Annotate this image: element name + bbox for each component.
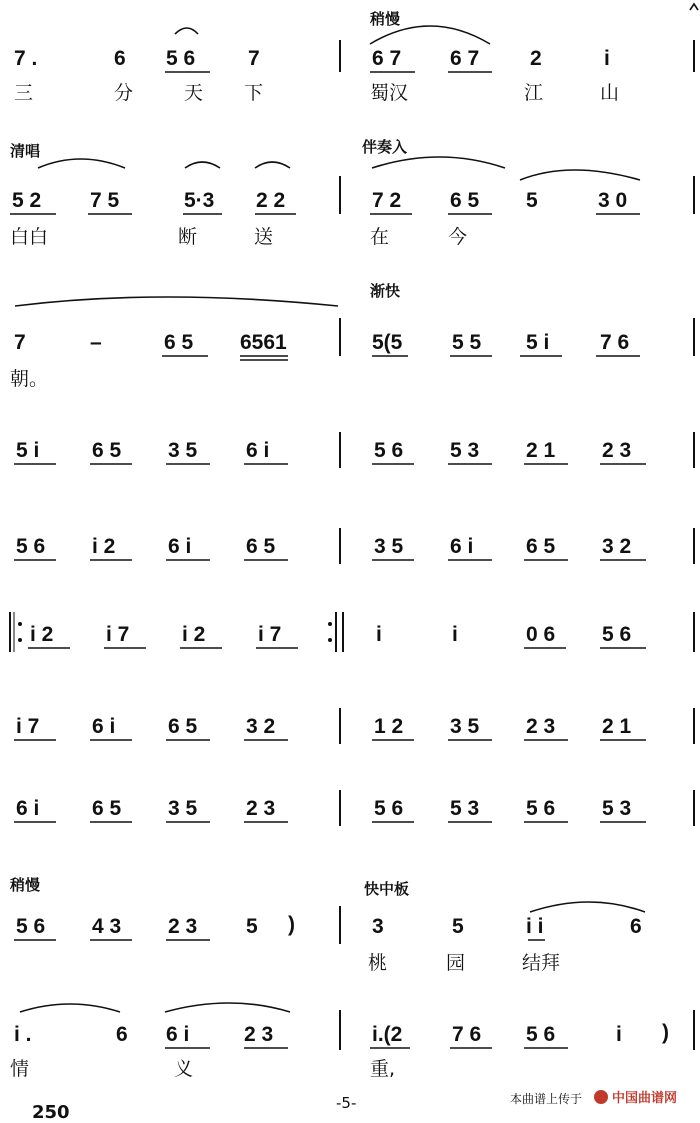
- note: i .: [14, 1023, 32, 1046]
- note: 7 6: [600, 331, 630, 354]
- note: ): [662, 1021, 669, 1044]
- note: 3 5: [374, 535, 404, 558]
- note: 3 5: [168, 439, 198, 462]
- note: 6 i: [168, 535, 192, 558]
- note: 2 3: [246, 797, 276, 820]
- note: 5 3: [450, 797, 480, 820]
- note: 5·3: [184, 189, 215, 212]
- tempo-mark: 清唱: [10, 142, 41, 160]
- note: i 7: [106, 623, 130, 646]
- lyric: 下: [244, 82, 264, 104]
- tempo-mark: 稍慢: [370, 10, 401, 28]
- note: 6 i: [246, 439, 270, 462]
- lyric: 白白: [10, 226, 49, 248]
- page-fragment: 250: [32, 1102, 70, 1123]
- lyric: 送: [254, 226, 274, 248]
- note: 4 3: [92, 915, 122, 938]
- note: i i: [526, 915, 544, 938]
- note: 2 2: [256, 189, 286, 212]
- note: 5(5: [372, 331, 403, 354]
- note: 6 i: [450, 535, 474, 558]
- note: 5 3: [602, 797, 632, 820]
- tempo-mark: 稍慢: [10, 876, 41, 894]
- note: i 7: [16, 715, 40, 738]
- note: 5 6: [374, 439, 404, 462]
- lyric: 朝。: [10, 368, 49, 390]
- note: 6: [630, 915, 642, 938]
- note: 0 6: [526, 623, 556, 646]
- tempo-mark: 渐快: [370, 282, 401, 300]
- note: 2: [530, 47, 542, 70]
- note: 6 5: [450, 189, 480, 212]
- note: 6 i: [166, 1023, 190, 1046]
- note: 6 5: [526, 535, 556, 558]
- note: 3 0: [598, 189, 628, 212]
- note: 6: [116, 1023, 128, 1046]
- note: 6 7: [372, 47, 402, 70]
- note: i.(2: [372, 1023, 403, 1046]
- note: 6 5: [92, 797, 122, 820]
- lyric: 天: [184, 82, 204, 104]
- note: 2 3: [526, 715, 556, 738]
- tempo-mark: 快中板: [364, 880, 410, 898]
- note: 3 2: [246, 715, 276, 738]
- lyric: 三: [14, 82, 34, 104]
- note: 5 6: [16, 535, 46, 558]
- note: 5 3: [450, 439, 480, 462]
- note: 7 6: [452, 1023, 482, 1046]
- lyric: 山: [600, 82, 620, 104]
- note: –: [90, 331, 102, 354]
- note: 7 .: [14, 47, 38, 70]
- note: 5 i: [526, 331, 550, 354]
- lyric: 今: [448, 226, 468, 248]
- lyric: 义: [174, 1058, 194, 1080]
- note: 5 6: [374, 797, 404, 820]
- note: 6: [114, 47, 126, 70]
- note: 6 5: [164, 331, 194, 354]
- note: 6 5: [168, 715, 198, 738]
- note: 7 2: [372, 189, 402, 212]
- note: 2 1: [526, 439, 556, 462]
- lyric: 重,: [370, 1058, 396, 1080]
- note: 5 6: [16, 915, 46, 938]
- lyric: 分: [114, 82, 134, 104]
- note: 3 2: [602, 535, 632, 558]
- note: i: [604, 47, 610, 70]
- site-logo[interactable]: 中国曲谱网: [612, 1091, 678, 1106]
- note: 5: [452, 915, 464, 938]
- note: i 2: [30, 623, 54, 646]
- note: i 7: [258, 623, 282, 646]
- note: 5: [246, 915, 258, 938]
- note: 2 3: [244, 1023, 274, 1046]
- note: 6 5: [246, 535, 276, 558]
- note: 6 i: [92, 715, 116, 738]
- lyric: 江: [524, 82, 544, 104]
- lyric: 结拜: [522, 952, 561, 974]
- lyric: 园: [446, 952, 466, 974]
- note: 6 7: [450, 47, 480, 70]
- note: 5 6: [526, 1023, 556, 1046]
- note: 3 5: [168, 797, 198, 820]
- note: i: [376, 623, 382, 646]
- lyric: 桃: [368, 952, 388, 974]
- note: i: [616, 1023, 622, 1046]
- note: 2 3: [602, 439, 632, 462]
- site-logo-icon: [594, 1090, 608, 1104]
- note: i 2: [182, 623, 206, 646]
- note: i 2: [92, 535, 116, 558]
- note: 5 6: [602, 623, 632, 646]
- note: 3 5: [450, 715, 480, 738]
- note: 3: [372, 915, 384, 938]
- note: 7 5: [90, 189, 120, 212]
- note: i: [452, 623, 458, 646]
- note: 5 6: [166, 47, 196, 70]
- note: 7: [14, 331, 26, 354]
- note: 7: [248, 47, 260, 70]
- upload-note: 本曲谱上传于: [510, 1092, 583, 1106]
- note: 5 5: [452, 331, 482, 354]
- lyric: 断: [178, 226, 198, 248]
- note: 1 2: [374, 715, 404, 738]
- note: 6561: [240, 331, 287, 354]
- note: 2 1: [602, 715, 632, 738]
- lyric: 在: [370, 226, 390, 248]
- page-number: -5-: [336, 1094, 357, 1112]
- tempo-mark: 伴奏入: [362, 138, 408, 156]
- note: 5 2: [12, 189, 42, 212]
- note: 6 i: [16, 797, 40, 820]
- lyric: 情: [10, 1058, 30, 1080]
- note: 5 6: [526, 797, 556, 820]
- lyric: 蜀汉: [370, 82, 409, 104]
- note: 5: [526, 189, 538, 212]
- note: 2 3: [168, 915, 198, 938]
- note: 5 i: [16, 439, 40, 462]
- note: 6 5: [92, 439, 122, 462]
- note: ): [288, 913, 295, 936]
